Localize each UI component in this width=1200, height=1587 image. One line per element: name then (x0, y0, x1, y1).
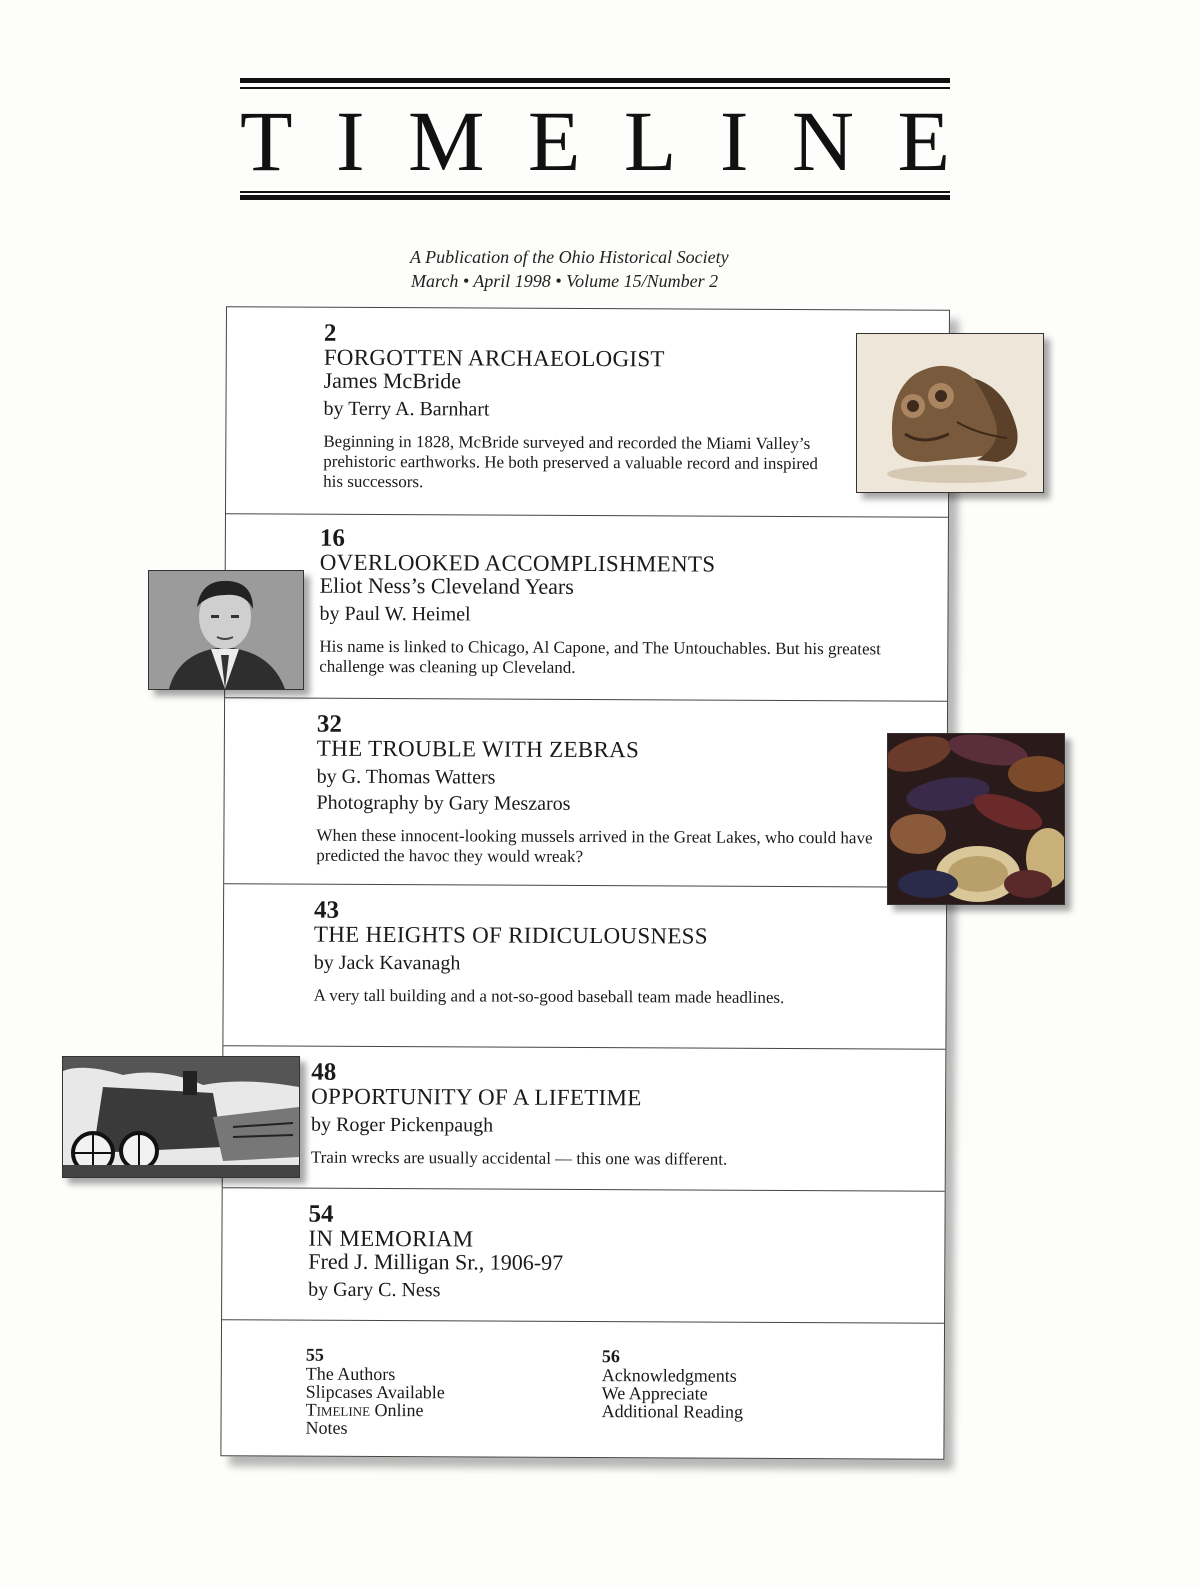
article-description: Train wrecks are usually accidental — this one was different. (310, 1147, 728, 1169)
masthead (240, 78, 950, 206)
title-letter: I (335, 93, 365, 189)
department-item: Notes (305, 1417, 348, 1438)
departments (221, 1319, 944, 1460)
department-item: Slipcases Available (305, 1381, 445, 1403)
title-letter: T (240, 93, 293, 189)
department-item: Additional Reading (601, 1401, 744, 1422)
photo-credit: Photography by Gary Meszaros (316, 791, 571, 815)
article-subtitle: James McBride (323, 367, 462, 394)
effigy-photo (856, 333, 1044, 493)
article-subtitle: Fred J. Milligan Sr., 1906-97 (308, 1248, 564, 1275)
article-byline: by Terry A. Barnhart (323, 397, 490, 421)
toc-entry[interactable] (226, 307, 949, 517)
portrait-photo (148, 570, 304, 690)
department-item: Acknowledgments (601, 1365, 737, 1386)
article-byline: by Gary C. Ness (308, 1278, 441, 1302)
department-item (306, 1401, 445, 1420)
article-headline: OVERLOOKED ACCOMPLISHMENTS (319, 549, 716, 577)
title-letter: M (408, 93, 485, 189)
article-description: When these innocent-looking mussels arrived in the Great Lakes, who could have predicted the havoc they would wreak? (316, 825, 873, 866)
toc-entry[interactable] (222, 1187, 945, 1324)
departments-right[interactable] (602, 1346, 744, 1421)
title-letter: L (623, 93, 677, 189)
department-item: We Appreciate (601, 1383, 708, 1404)
toc-entry[interactable] (224, 697, 947, 888)
train-engraving (62, 1056, 300, 1178)
article-byline: by Roger Pickenpaugh (310, 1113, 494, 1137)
article-headline: THE HEIGHTS OF RIDICULOUSNESS (313, 921, 708, 949)
article-byline: by G. Thomas Watters (316, 765, 496, 789)
article-headline: OPPORTUNITY OF A LIFETIME (311, 1083, 642, 1111)
title-letter: I (719, 93, 749, 189)
table-of-contents (220, 306, 950, 1460)
page-number: 48 (311, 1058, 337, 1086)
article-byline: by Jack Kavanagh (313, 951, 461, 975)
page-number: 43 (313, 896, 340, 924)
portrait-icon (149, 571, 303, 689)
article-subtitle: Eliot Ness’s Cleveland Years (319, 572, 574, 599)
effigy-icon (857, 334, 1043, 492)
page-number: 56 (601, 1346, 620, 1367)
article-description: Beginning in 1828, McBride surveyed and recorded the Miami Valley’s prehistoric earthworks. He both preserved a valuable record and inspired his successors. (323, 431, 818, 492)
article-description: A very tall building and a not-so-good baseball team made headlines. (313, 985, 785, 1007)
publication-tagline: A Publication of the Ohio Historical Society (410, 247, 729, 267)
mussels-icon (888, 734, 1064, 904)
train-icon (63, 1057, 299, 1177)
page-number: 16 (319, 524, 345, 552)
departments-left[interactable] (305, 1345, 445, 1438)
title-letter: N (791, 93, 855, 189)
masthead-top-rule (240, 78, 950, 83)
article-byline: by Paul W. Heimel (319, 602, 471, 626)
masthead-bottom-thin-rule (240, 191, 950, 193)
magazine-title (240, 93, 950, 189)
issue-line: March • April 1998 • Volume 15/Number 2 (411, 271, 719, 291)
article-headline: IN MEMORIAM (308, 1225, 474, 1252)
title-letter: E (897, 93, 950, 189)
masthead-top-thin-rule (240, 87, 950, 89)
timeline-smallcaps: Timeline (305, 1399, 371, 1420)
article-headline: THE TROUBLE WITH ZEBRAS (316, 735, 640, 763)
mussels-photo (887, 733, 1065, 905)
page-number: 54 (308, 1200, 334, 1228)
masthead-bottom-rule (240, 195, 950, 200)
article-headline: FORGOTTEN ARCHAEOLOGIST (323, 344, 665, 372)
online-label: Online (370, 1399, 424, 1421)
page-number: 2 (323, 319, 337, 347)
title-letter: E (527, 93, 581, 189)
toc-entry[interactable] (223, 1045, 946, 1192)
toc-entry[interactable] (225, 513, 948, 702)
department-item: The Authors (305, 1363, 396, 1385)
toc-entry[interactable] (223, 883, 946, 1050)
page-number: 55 (305, 1344, 324, 1365)
page-number: 32 (316, 710, 343, 738)
article-description: His name is linked to Chicago, Al Capone, and The Untouchables. But his greatest challenge was cleaning up Cleveland. (319, 636, 881, 677)
